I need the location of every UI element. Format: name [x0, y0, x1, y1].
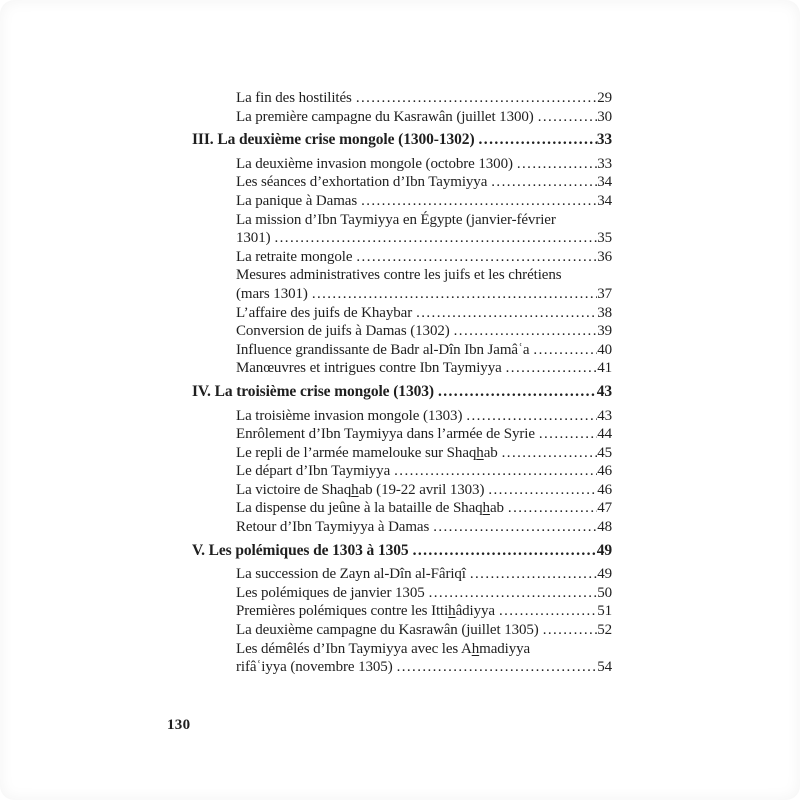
toc-entry — [192, 108, 612, 127]
toc-entry-text: 1301) — [236, 230, 271, 247]
toc-entry — [192, 584, 612, 603]
toc-entry — [192, 173, 612, 192]
toc-entry-text: La victoire de Shaqhab (19-22 avril 1303) — [236, 481, 485, 498]
dot-leader — [394, 462, 597, 481]
toc-entry — [192, 640, 612, 659]
toc-entry-text: La troisième invasion mongole (1303) — [236, 407, 463, 424]
dot-leader — [356, 89, 597, 108]
toc-entry-text: Le repli de l’armée mamelouke sur Shaqhab — [236, 444, 498, 461]
toc-entry-page-number: 41 — [597, 360, 612, 377]
toc-entry-page-number: 30 — [597, 108, 612, 125]
toc-entry-text: Influence grandissante de Badr al-Dîn Ibn Jamâʿa — [236, 341, 530, 358]
toc-entry-text: Les séances d’exhortation d’Ibn Taymiyya — [236, 174, 488, 191]
toc-entry-text: La mission d’Ibn Taymiyya en Égypte (janvier-février — [236, 211, 556, 228]
underdotted-letter: h — [448, 603, 456, 620]
toc-entry-page-number: 37 — [597, 285, 612, 302]
dot-leader — [275, 229, 598, 248]
toc-entry-text: Les polémiques de janvier 1305 — [236, 584, 425, 601]
toc-entry-text: Retour d’Ibn Taymiyya à Damas — [236, 519, 430, 536]
dot-leader — [429, 584, 598, 603]
toc-entry-page-number: 46 — [597, 463, 612, 480]
toc-entry — [192, 602, 612, 621]
toc-entry-page-number: 52 — [597, 622, 612, 639]
toc-entry-text: La première campagne du Kasrawân (juillet 1300) — [236, 108, 534, 125]
toc-entry-page-number: 45 — [597, 444, 612, 461]
toc-entry — [192, 341, 612, 360]
toc-section-heading — [192, 542, 612, 561]
toc-entry-text: (mars 1301) — [236, 285, 308, 302]
toc-entry-text: V. Les polémiques de 1303 à 1305 — [192, 541, 409, 559]
dot-leader — [466, 407, 597, 426]
toc-entry-text: rifâʿiyya (novembre 1305) — [236, 659, 393, 676]
toc-entry-text: Enrôlement d’Ibn Taymiyya dans l’armée de Syrie — [236, 426, 535, 443]
dot-leader — [479, 131, 597, 150]
toc-entry — [192, 658, 612, 677]
toc-entry — [192, 229, 612, 248]
toc-entry-page-number: 48 — [597, 519, 612, 536]
toc-entry-page-number: 50 — [597, 584, 612, 601]
toc-entry-page-number: 46 — [597, 481, 612, 498]
dot-leader — [488, 481, 597, 500]
toc-entry-text: Conversion de juifs à Damas (1302) — [236, 323, 450, 340]
toc-entry-page-number: 34 — [597, 174, 612, 191]
dot-leader — [538, 108, 598, 127]
underdotted-letter: h — [471, 640, 480, 657]
toc-entry-page-number: 36 — [597, 248, 612, 265]
dot-leader — [543, 621, 598, 640]
toc-entry-text: La succession de Zayn al-Dîn al-Fâriqî — [236, 566, 466, 583]
dot-leader — [502, 444, 598, 463]
toc-entry-page-number: 43 — [596, 382, 612, 400]
dot-leader — [499, 602, 597, 621]
toc-entry-text: La panique à Damas — [236, 192, 358, 209]
underdotted-letter: h — [482, 500, 490, 517]
toc-entry — [192, 211, 612, 230]
toc-entry-page-number: 49 — [596, 541, 612, 559]
toc-entry — [192, 518, 612, 537]
dot-leader — [539, 425, 597, 444]
toc-entry — [192, 565, 612, 584]
underdotted-letter: h — [351, 481, 359, 498]
dot-leader — [416, 304, 597, 323]
toc-entry-page-number: 33 — [597, 155, 612, 172]
dot-leader — [491, 173, 597, 192]
toc-entry-text: L’affaire des juifs de Khaybar — [236, 304, 413, 321]
toc-entry — [192, 192, 612, 211]
toc-entry-text: La dispense du jeûne à la bataille de Shaqhab — [236, 500, 504, 517]
toc-entry — [192, 621, 612, 640]
toc-entry — [192, 304, 612, 323]
dot-leader — [508, 499, 597, 518]
dot-leader — [361, 192, 597, 211]
dot-leader — [533, 341, 597, 360]
toc-entry-text: La retraite mongole — [236, 248, 353, 265]
dot-leader — [397, 658, 598, 677]
dot-leader — [356, 248, 597, 267]
toc-entry-text: Premières polémiques contre les Ittihâdiyya — [236, 603, 495, 620]
toc-entry — [192, 266, 612, 285]
toc-entry — [192, 462, 612, 481]
toc-entry — [192, 89, 612, 108]
toc-entry-page-number: 34 — [597, 192, 612, 209]
toc-entry-page-number: 44 — [597, 426, 612, 443]
toc-entry-page-number: 47 — [597, 500, 612, 517]
dot-leader — [438, 383, 597, 402]
toc-entry — [192, 499, 612, 518]
toc-entry — [192, 248, 612, 267]
toc-entry — [192, 481, 612, 500]
folio-page-number: 130 — [167, 717, 191, 733]
table-of-contents — [192, 89, 612, 677]
dot-leader — [506, 359, 598, 378]
toc-section-heading — [192, 131, 612, 150]
dot-leader — [433, 518, 597, 537]
toc-entry — [192, 155, 612, 174]
toc-entry-text: Le départ d’Ibn Taymiyya — [236, 463, 391, 480]
toc-entry-text: Manœuvres et intrigues contre Ibn Taymiyya — [236, 360, 502, 377]
toc-entry — [192, 359, 612, 378]
toc-section-heading — [192, 383, 612, 402]
dot-leader — [454, 322, 598, 341]
toc-entry-page-number: 39 — [597, 323, 612, 340]
toc-entry-text: Les démêlés d’Ibn Taymiyya avec les Ahmadiyya — [236, 640, 531, 657]
toc-entry-text: III. La deuxième crise mongole (1300-1302) — [192, 131, 475, 149]
underdotted-letter: h — [476, 444, 484, 461]
toc-entry-text: La deuxième campagne du Kasrawân (juillet 1305) — [236, 622, 539, 639]
toc-entry-page-number: 43 — [597, 407, 612, 424]
toc-entry-page-number: 54 — [597, 659, 612, 676]
toc-entry — [192, 322, 612, 341]
toc-entry-text: Mesures administratives contre les juifs et les chrétiens — [236, 267, 562, 284]
toc-entry — [192, 425, 612, 444]
toc-entry-text: IV. La troisième crise mongole (1303) — [192, 382, 434, 400]
dot-leader — [470, 565, 597, 584]
toc-entry-page-number: 35 — [597, 230, 612, 247]
toc-entry-page-number: 29 — [597, 90, 612, 106]
toc-entry — [192, 285, 612, 304]
dot-leader — [312, 285, 597, 304]
toc-entry-page-number: 33 — [596, 131, 612, 149]
toc-entry-text: La deuxième invasion mongole (octobre 1300) — [236, 155, 513, 172]
toc-entry — [192, 407, 612, 426]
toc-entry-page-number: 40 — [597, 341, 612, 358]
toc-entry-page-number: 51 — [597, 603, 612, 620]
toc-entry-page-number: 49 — [597, 566, 612, 583]
dot-leader — [517, 155, 597, 174]
toc-entry-text: La fin des hostilités — [236, 90, 352, 106]
toc-entry — [192, 444, 612, 463]
dot-leader — [413, 542, 597, 561]
toc-entry-page-number: 38 — [597, 304, 612, 321]
